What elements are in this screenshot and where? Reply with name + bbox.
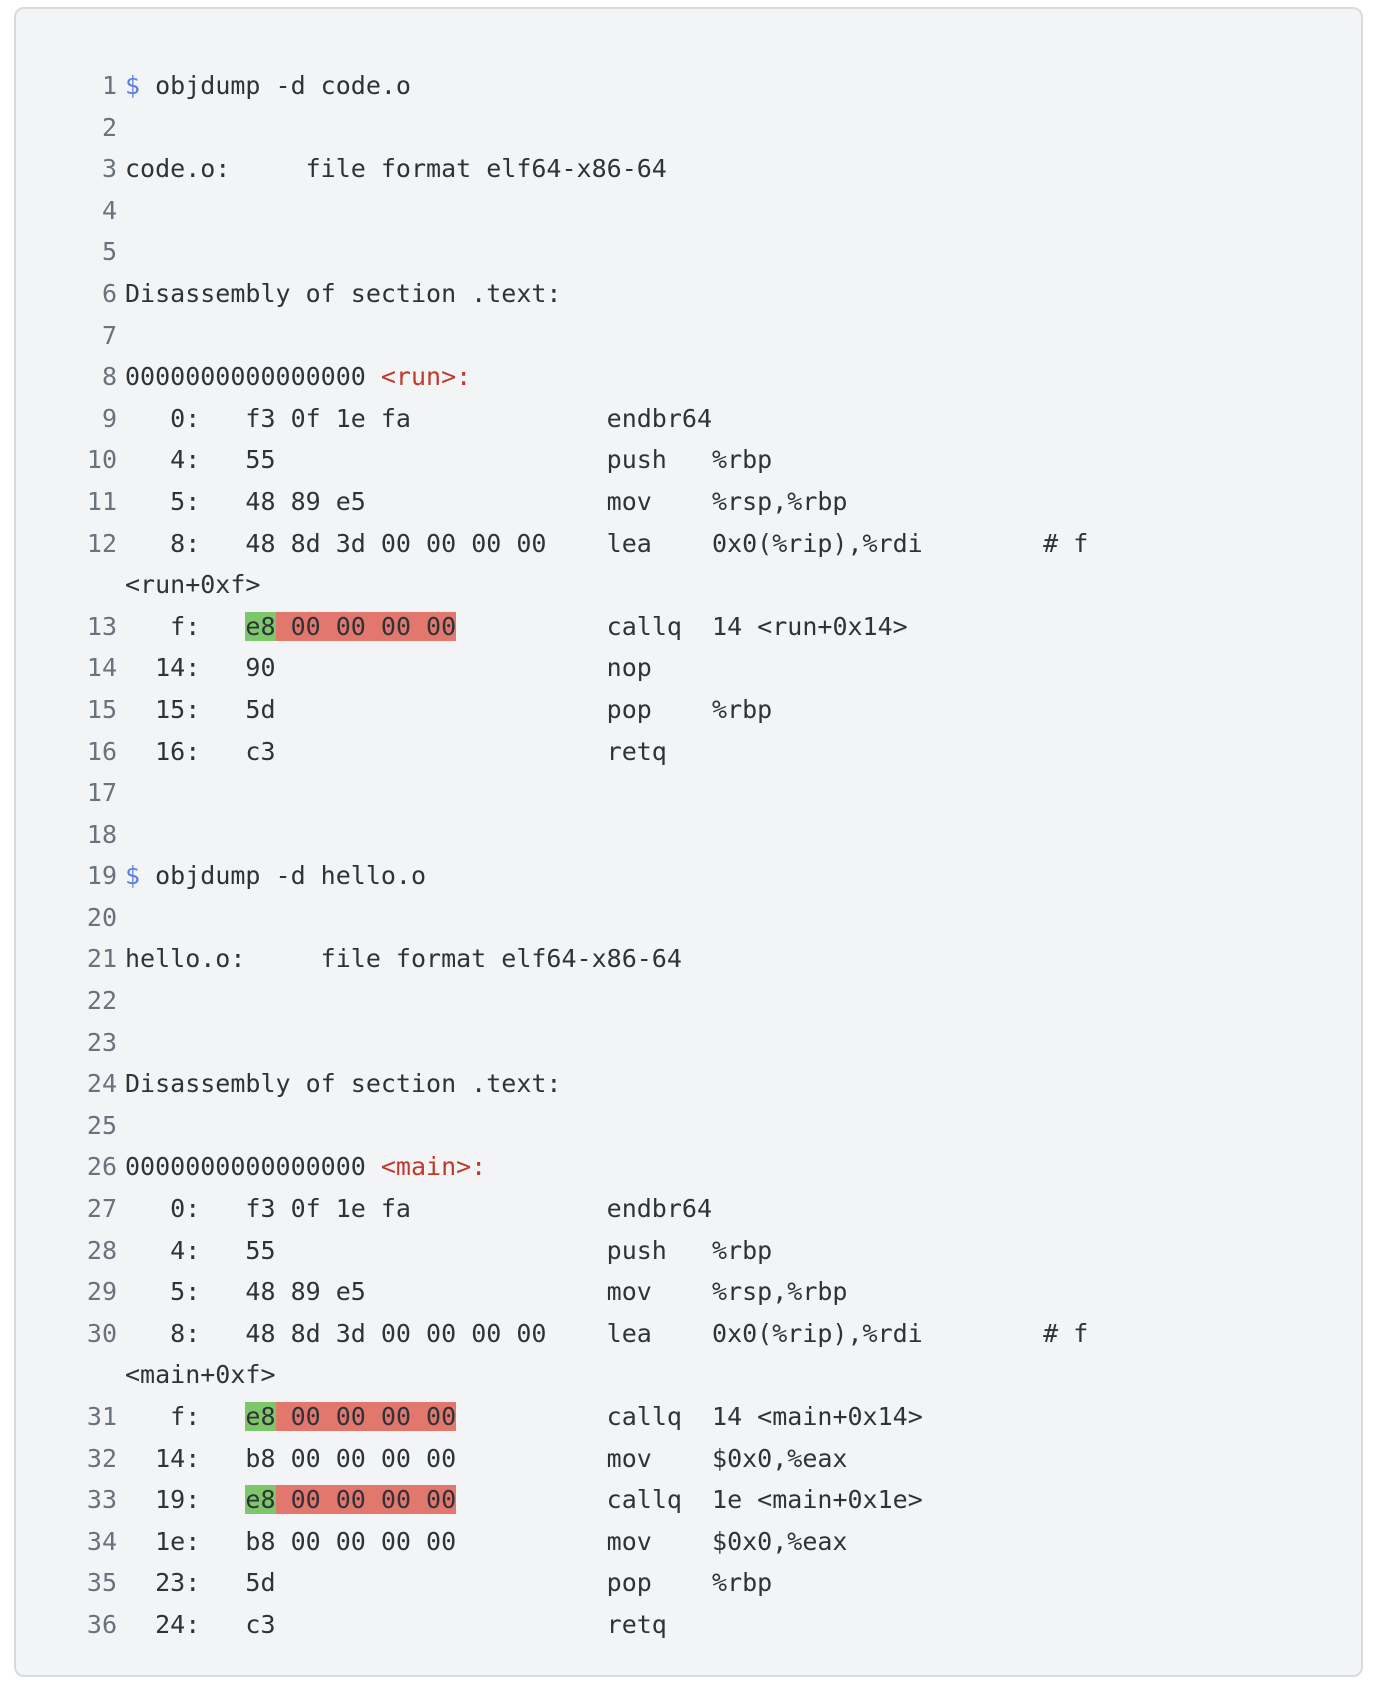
- line-number: 20: [86, 902, 117, 932]
- code-line: [16, 398, 1361, 440]
- code-text: 16:: [125, 736, 246, 766]
- code-text: c3 retq: [245, 736, 713, 766]
- code-text: f3 0f 1e fa endbr64: [245, 403, 728, 433]
- code-text: 0000000000000000: [125, 1152, 381, 1182]
- code-text: callq 14 <run+0x14>: [456, 611, 908, 641]
- line-number: 19: [86, 861, 117, 891]
- line-content: [125, 731, 712, 773]
- line-number: 3: [101, 154, 117, 184]
- symbol-label: <main>:: [380, 1152, 487, 1182]
- code-line: [16, 1146, 1361, 1188]
- line-content: [125, 356, 471, 398]
- code-line: [16, 689, 1361, 731]
- line-number: 21: [86, 944, 117, 974]
- line-content: [125, 398, 727, 440]
- code-text: 14:: [125, 1443, 246, 1473]
- line-content: [125, 1230, 772, 1272]
- code-line: [16, 1438, 1361, 1480]
- line-content: [125, 273, 562, 315]
- code-line: [16, 190, 1361, 232]
- line-content: [125, 523, 1088, 565]
- code-text: code.o: file format elf64-x86-64: [125, 154, 667, 184]
- code-text: 19:: [125, 1485, 246, 1515]
- line-content: [125, 1354, 276, 1396]
- code-text: <run+0xf>: [125, 570, 261, 600]
- line-number: 4: [101, 195, 117, 225]
- line-content: [125, 564, 260, 606]
- shell-prompt: $: [125, 861, 141, 891]
- code-line: [16, 148, 1361, 190]
- relocation-placeholder-highlight: 00 00 00 00: [275, 1402, 457, 1431]
- code-line: [16, 606, 1361, 648]
- shell-prompt: $: [125, 71, 141, 100]
- line-number: 1: [101, 71, 117, 100]
- code-text: 8:: [125, 528, 246, 558]
- code-text: <main+0xf>: [125, 1360, 276, 1390]
- code-text: 5:: [125, 486, 246, 516]
- code-line: [16, 855, 1361, 897]
- code-line: [16, 1562, 1361, 1604]
- code-line: [16, 1230, 1361, 1272]
- code-line: [16, 231, 1361, 273]
- line-number: 23: [86, 1027, 117, 1057]
- code-text: c3 retq: [245, 1609, 713, 1639]
- line-content: [125, 1396, 923, 1438]
- line-number: 17: [86, 778, 117, 808]
- code-line: [16, 731, 1361, 773]
- code-lines: [16, 65, 1361, 1646]
- code-text: objdump -d hello.o: [140, 861, 427, 891]
- line-content: [125, 1562, 772, 1604]
- line-number: 27: [86, 1194, 117, 1224]
- line-number: 30: [86, 1318, 117, 1348]
- line-content: [125, 1438, 847, 1480]
- line-number: 31: [86, 1402, 117, 1431]
- code-text: 14:: [125, 653, 246, 683]
- line-content: [125, 689, 772, 731]
- code-text: 1e:: [125, 1526, 246, 1556]
- code-line: [16, 1313, 1361, 1355]
- code-line: [16, 315, 1361, 357]
- code-text: 48 89 e5 mov %rsp,%rbp: [245, 1277, 848, 1307]
- line-content: [125, 1271, 847, 1313]
- line-number: 34: [86, 1526, 117, 1556]
- code-text: 24:: [125, 1609, 246, 1639]
- relocation-placeholder-highlight: 00 00 00 00: [275, 1485, 457, 1515]
- line-content: [125, 855, 426, 897]
- code-text: 0:: [125, 1194, 246, 1224]
- code-text: 0:: [125, 403, 246, 433]
- code-text: 5:: [125, 1277, 246, 1307]
- line-number: 29: [86, 1277, 117, 1307]
- line-number: 7: [101, 320, 117, 350]
- line-content: [125, 647, 652, 689]
- line-number: 13: [86, 611, 117, 641]
- code-line: [16, 1604, 1361, 1646]
- symbol-label: <run>:: [380, 362, 472, 392]
- line-number: 9: [101, 403, 117, 433]
- line-number: 2: [101, 112, 117, 142]
- line-number: 35: [86, 1568, 117, 1598]
- code-text: Disassembly of section .text:: [125, 278, 562, 308]
- code-text: 48 8d 3d 00 00 00 00 lea 0x0(%rip),%rdi # f: [245, 528, 1089, 558]
- code-text: 0000000000000000: [125, 362, 381, 392]
- line-number: 8: [101, 362, 117, 392]
- code-text: 23:: [125, 1568, 246, 1598]
- call-opcode-highlight: e8: [245, 611, 276, 641]
- line-content: [125, 1063, 562, 1105]
- code-line: [16, 897, 1361, 939]
- line-number: 24: [86, 1069, 117, 1099]
- line-number: 15: [86, 694, 117, 724]
- line-content: [125, 1313, 1088, 1355]
- code-text: callq 1e <main+0x1e>: [456, 1485, 923, 1515]
- line-number: 5: [101, 237, 117, 267]
- code-text: hello.o: file format elf64-x86-64: [125, 944, 682, 974]
- line-number: 16: [86, 736, 117, 766]
- relocation-placeholder-highlight: 00 00 00 00: [275, 611, 457, 641]
- code-text: f:: [125, 1402, 246, 1431]
- line-number: 18: [86, 819, 117, 849]
- line-number: 22: [86, 986, 117, 1016]
- line-content: [125, 938, 682, 980]
- line-content: [125, 65, 411, 107]
- code-line: [16, 481, 1361, 523]
- line-content: [125, 1146, 486, 1188]
- line-number: 36: [86, 1609, 117, 1639]
- line-content: [125, 1604, 712, 1646]
- code-line: [16, 1271, 1361, 1313]
- code-line: [16, 1022, 1361, 1064]
- code-text: 48 8d 3d 00 00 00 00 lea 0x0(%rip),%rdi # f: [245, 1318, 1089, 1348]
- code-text: 5d pop %rbp: [245, 694, 773, 724]
- line-content: [125, 1188, 727, 1230]
- code-text: 55 push %rbp: [245, 445, 773, 475]
- line-number: 12: [86, 528, 117, 558]
- line-content: [125, 1521, 847, 1563]
- code-line: [16, 1063, 1361, 1105]
- code-block: [14, 7, 1363, 1677]
- code-text: objdump -d code.o: [140, 71, 411, 100]
- code-line: [16, 1105, 1361, 1147]
- code-text: callq 14 <main+0x14>: [456, 1402, 923, 1431]
- line-number: 14: [86, 653, 117, 683]
- code-line: [16, 647, 1361, 689]
- line-number: 32: [86, 1443, 117, 1473]
- code-line-continuation: [16, 564, 1361, 606]
- code-line: [16, 938, 1361, 980]
- line-content: [125, 439, 772, 481]
- line-number: 10: [86, 445, 117, 475]
- line-number: 6: [101, 278, 117, 308]
- line-content: [125, 481, 847, 523]
- line-content: [125, 606, 908, 648]
- code-text: b8 00 00 00 00 mov $0x0,%eax: [245, 1526, 848, 1556]
- line-number: 28: [86, 1235, 117, 1265]
- code-text: 15:: [125, 694, 246, 724]
- code-line: [16, 980, 1361, 1022]
- code-line: [16, 273, 1361, 315]
- code-text: b8 00 00 00 00 mov $0x0,%eax: [245, 1443, 848, 1473]
- code-line: [16, 1521, 1361, 1563]
- call-opcode-highlight: e8: [245, 1485, 276, 1515]
- line-content: [125, 148, 667, 190]
- code-text: 4:: [125, 445, 246, 475]
- code-line: [16, 1396, 1361, 1438]
- code-line: [16, 439, 1361, 481]
- code-line: [16, 523, 1361, 565]
- code-text: f3 0f 1e fa endbr64: [245, 1194, 728, 1224]
- code-line: [16, 772, 1361, 814]
- code-text: 5d pop %rbp: [245, 1568, 773, 1598]
- line-content: [125, 1479, 923, 1521]
- line-number: 33: [86, 1485, 117, 1515]
- code-text: 55 push %rbp: [245, 1235, 773, 1265]
- code-text: f:: [125, 611, 246, 641]
- code-text: 8:: [125, 1318, 246, 1348]
- code-text: 4:: [125, 1235, 246, 1265]
- line-number: 25: [86, 1110, 117, 1140]
- code-text: 90 nop: [245, 653, 652, 683]
- code-line-continuation: [16, 1354, 1361, 1396]
- code-line: [16, 1188, 1361, 1230]
- code-line: [16, 65, 1361, 107]
- code-line: [16, 356, 1361, 398]
- line-number: 11: [86, 486, 117, 516]
- code-line: [16, 814, 1361, 856]
- line-number: 26: [86, 1152, 117, 1182]
- code-line: [16, 1479, 1361, 1521]
- code-text: Disassembly of section .text:: [125, 1069, 562, 1099]
- call-opcode-highlight: e8: [245, 1402, 276, 1431]
- code-line: [16, 107, 1361, 149]
- code-text: 48 89 e5 mov %rsp,%rbp: [245, 486, 848, 516]
